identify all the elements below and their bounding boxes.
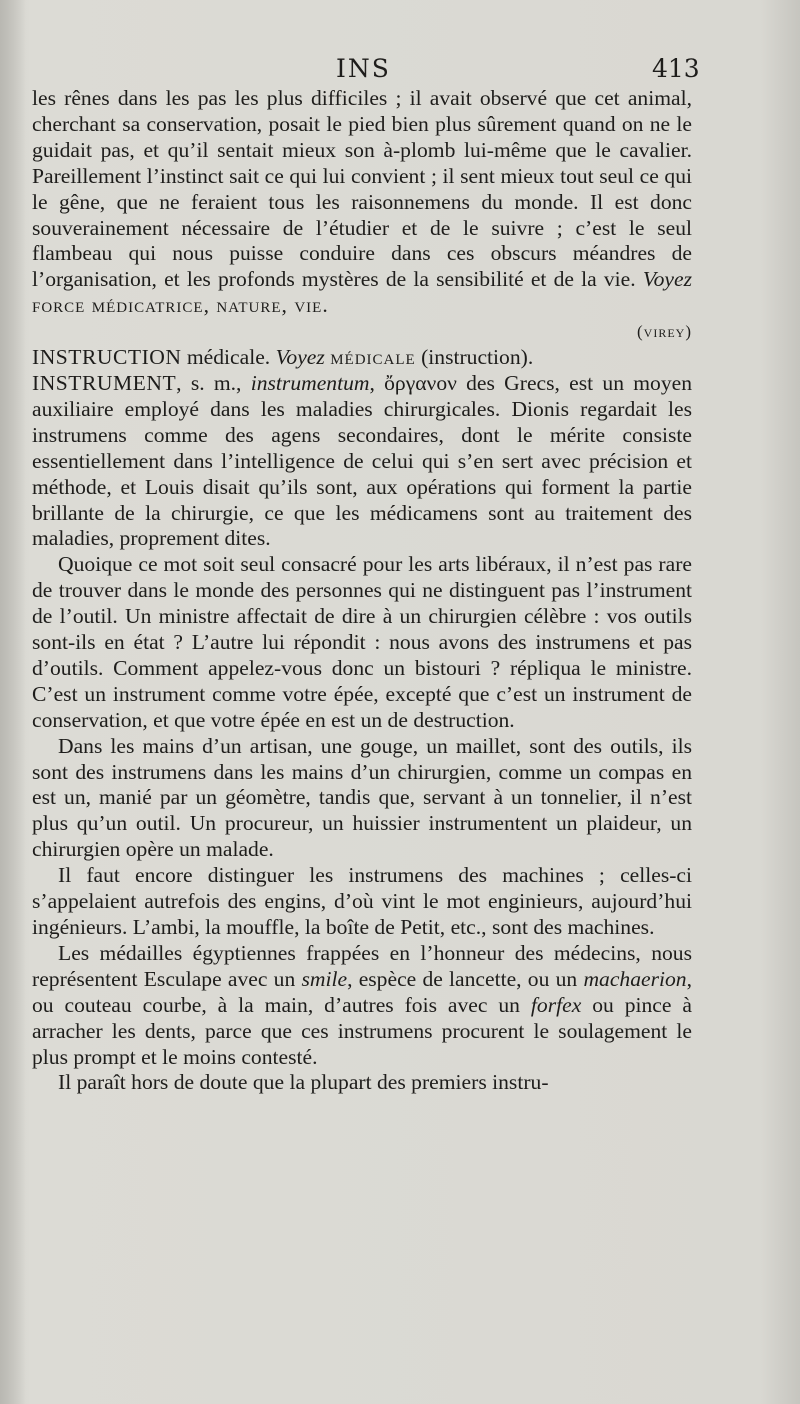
- paragraph-text: ou pince à arracher les dents, parce que ces instrumens procurent le soulagement le plus prompt et le moins contesté.: [32, 992, 692, 1069]
- paragraph: [32, 941, 692, 1071]
- entry-text: , s. m.,: [176, 370, 242, 395]
- entry-text: médicale.: [186, 345, 271, 370]
- page-number: 413: [652, 54, 700, 83]
- cross-references: force médicatrice, nature, vie.: [32, 293, 329, 318]
- latin-term: instrumentum: [250, 370, 370, 395]
- entry-instruction: [32, 345, 692, 371]
- entry-instrument: [32, 371, 692, 552]
- term: machaerion: [583, 966, 687, 991]
- entry-headword: INSTRUMENT: [32, 370, 177, 395]
- term: smile: [301, 966, 348, 991]
- entry-text: , ὄργανον des Grecs, est un moyen auxiliaire employé dans les maladies chirurgicales. Dionis regardait les instrumens comme des agens secondaires, dont le mérite consiste essentiellement dans l’intelligence de celui qui s’en sert avec précision et méthode, et Louis disait qu’ils sont, aux opérations qui forment la partie brillante de la chirurgie, ce que les médicamens sont au traitement des maladies, proprement dites.: [32, 370, 693, 551]
- paragraph-continuation: [32, 86, 692, 319]
- paragraph: Dans les mains d’un artisan, une gouge, un maillet, sont des outils, ils sont des instrumens dans les mains d’un chirurgien, comme un compas en est un, manié par un géomètre, tandis que, servant à un tonnelier, il n’est plus qu’un outil. Un procureur, un huissier instrumentent un plaideur, un chirurgien opère un malade.: [32, 733, 692, 862]
- signature-text: (virey): [637, 322, 692, 342]
- paragraph-text: , espèce de lancette, ou un: [347, 966, 578, 991]
- running-head: INS: [336, 54, 391, 83]
- voyez-label: Voyez: [275, 345, 325, 370]
- author-signature: [32, 319, 692, 345]
- body-text: [32, 86, 692, 1096]
- paragraph-text: les rênes dans les pas les plus difficiles ; il avait observé que cet animal, cherchant sa conservation, posait le pied bien plus sûrement quand on ne le guidait pas, et qu’il sentait mieux son à-plomb lui-même que le cavalier. Pareillement l’instinct sait ce qui lui convient ; il sent mieux tout seul ce qui le gêne, que ne feraient tous les raisonnemens du monde. Il est donc souverainement nécessaire de l’étudier et de le suivre ; c’est le seul flambeau qui nous puisse conduire dans ces obscurs méandres de l’organisation, et les profonds mystères de la sensibilité et de la vie.: [32, 86, 692, 292]
- paragraph: Il faut encore distinguer les instrumens des machines ; celles-ci s’appelaient autrefois des engins, d’où vint le mot enginieurs, aujourd’hui ingénieurs. L’ambi, la mouffle, la boîte de Petit, etc., sont des machines.: [32, 863, 692, 939]
- paragraph-text: Les médailles égyptiennes frappées en l’honneur des médecins, nous représentent Esculape avec un: [32, 940, 692, 991]
- page-header: [0, 54, 800, 86]
- paragraph: Il paraît hors de doute que la plupart des premiers instru-: [58, 1070, 549, 1095]
- paragraph-text: , ou couteau courbe, à la main, d’autres fois avec un: [32, 966, 692, 1017]
- paragraph: Quoique ce mot soit seul consacré pour les arts libéraux, il n’est pas rare de trouver dans le monde des personnes qui ne distinguent pas l’instrument de l’outil. Un ministre affectait de dire à un chirurgien célèbre : vos outils sont-ils en état ? L’autre lui répondit : nous avons des instrumens et pas d’outils. Comment appelez-vous donc un bistouri ? répliqua le ministre. C’est un instrument comme votre épée, excepté que c’est un instrument de conservation, et que votre épée en est un de destruction.: [32, 552, 692, 732]
- cross-reference: médicale: [330, 345, 416, 370]
- entry-headword: INSTRUCTION: [32, 345, 182, 370]
- voyez-label: Voyez: [642, 267, 692, 292]
- term: forfex: [530, 992, 582, 1017]
- page-gutter-shadow: [0, 0, 26, 1404]
- entry-text: (instruction).: [421, 345, 534, 370]
